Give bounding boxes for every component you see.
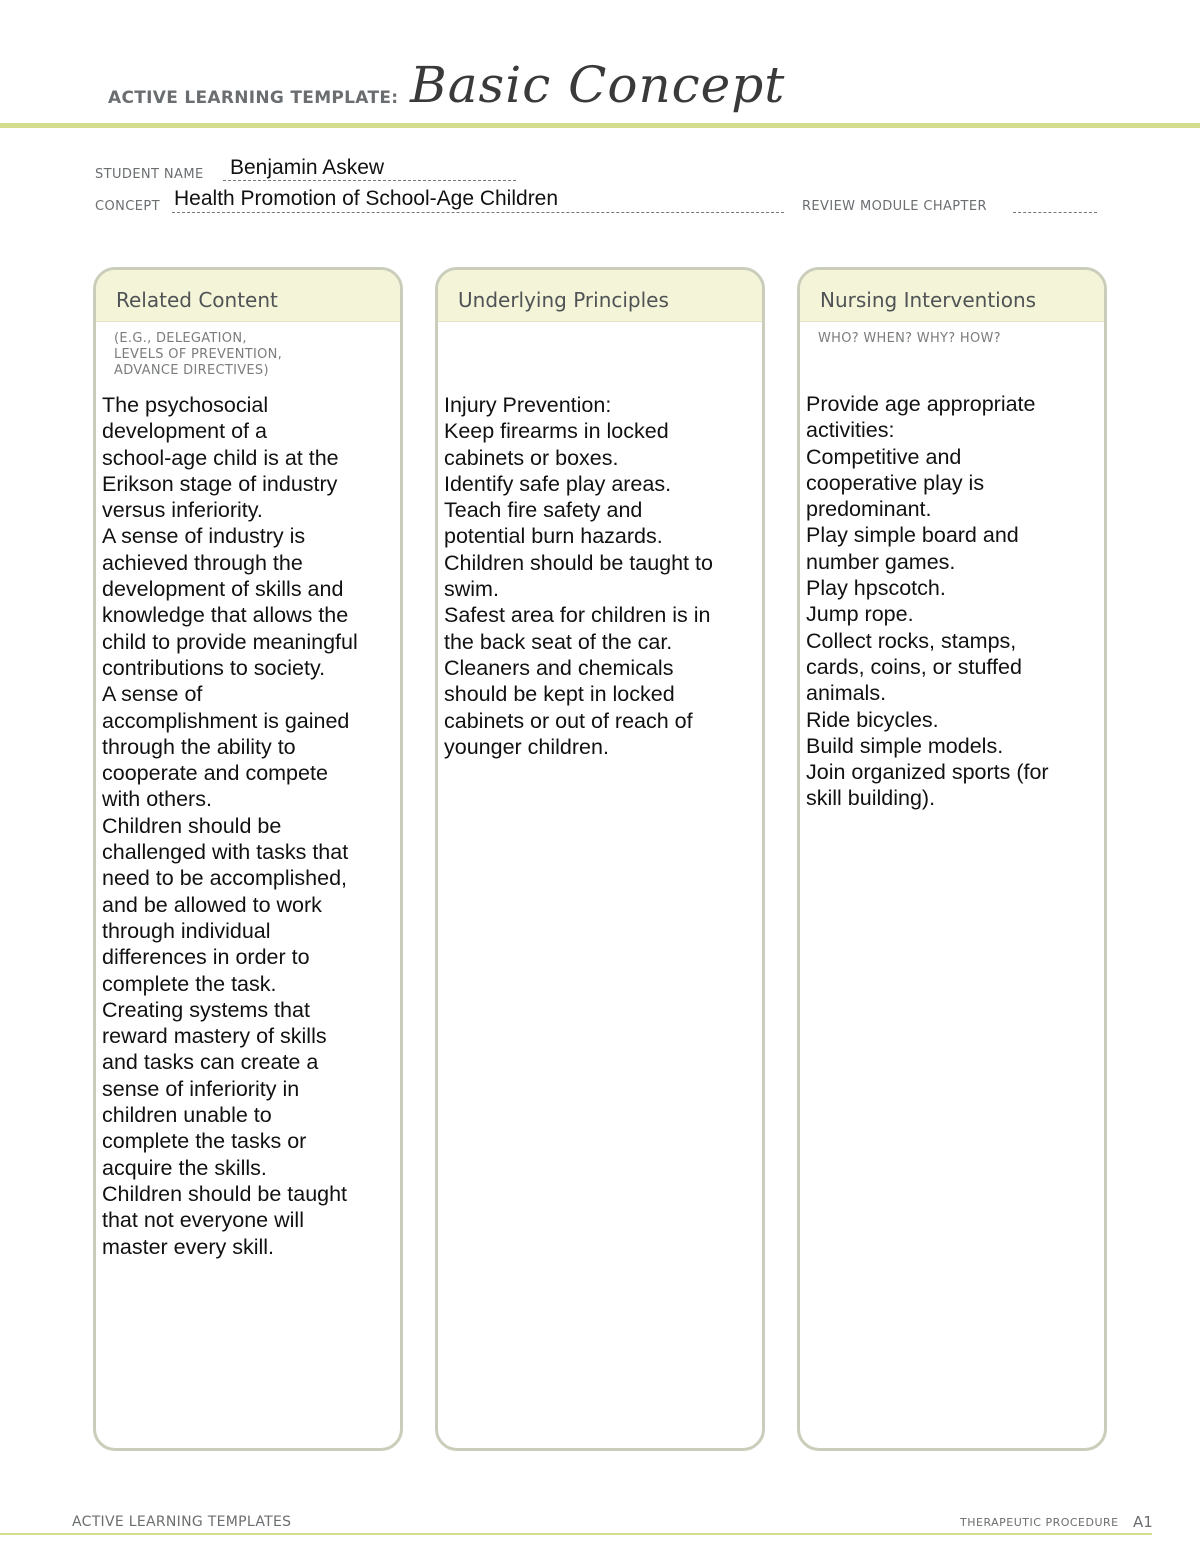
text-line: sense of inferiority in <box>102 1076 300 1101</box>
text-line: child to provide meaningful <box>102 629 358 654</box>
student-name-label: STUDENT NAME <box>95 167 204 182</box>
text-line: number games. <box>806 549 956 574</box>
text-line: that not everyone will <box>102 1208 304 1233</box>
concept-label: CONCEPT <box>95 199 160 214</box>
text-line: animals. <box>806 681 887 706</box>
text-line: cards, coins, or stuffed <box>806 654 1022 679</box>
footer-divider <box>0 1533 1152 1535</box>
header-divider <box>0 123 1200 128</box>
review-module-field[interactable] <box>1013 212 1097 213</box>
panel-nursing-interventions-subtitle: WHO? WHEN? WHY? HOW? <box>818 331 1001 346</box>
text-line: Play hpscotch. <box>806 576 946 601</box>
text-line: Erikson stage of industry <box>102 471 338 496</box>
footer-left-label: ACTIVE LEARNING TEMPLATES <box>72 1514 292 1530</box>
text-line: Collect rocks, stamps, <box>806 628 1017 653</box>
text-line: Competitive and <box>806 444 962 469</box>
text-line: skill building). <box>806 786 936 811</box>
text-line: Keep firearms in locked <box>444 419 669 444</box>
footer-right-label: THERAPEUTIC PROCEDURE <box>960 1516 1119 1529</box>
text-line: Identify safe play areas. <box>444 471 672 496</box>
concept-line <box>172 212 784 213</box>
text-line: predominant. <box>806 497 932 522</box>
text-line: Ride bicycles. <box>806 707 939 732</box>
text-line: cabinets or boxes. <box>444 445 619 470</box>
text-line: Safest area for children is in <box>444 603 711 628</box>
text-line: Injury Prevention: <box>444 393 612 417</box>
panel-nursing-interventions-body[interactable] <box>806 391 1049 812</box>
text-line: cooperate and compete <box>102 761 328 786</box>
text-line: and be allowed to work <box>102 892 322 917</box>
text-line: development of skills and <box>102 577 344 602</box>
template-label: ACTIVE LEARNING TEMPLATE: <box>108 88 399 108</box>
text-line: Creating systems that <box>102 997 310 1022</box>
panel-related-content-title: Related Content <box>96 270 400 322</box>
text-line: Jump rope. <box>806 602 914 627</box>
text-line: through the ability to <box>102 734 296 759</box>
text-line: school-age child is at the <box>102 445 339 470</box>
text-line: need to be accomplished, <box>102 866 348 891</box>
text-line: Teach fire safety and <box>444 498 643 523</box>
text-line: Join organized sports (for <box>806 760 1049 785</box>
text-line: challenged with tasks that <box>102 840 349 865</box>
concept-field[interactable]: Health Promotion of School-Age Children <box>174 187 559 210</box>
text-line: with others. <box>102 787 212 812</box>
panel-nursing-interventions-title: Nursing Interventions <box>800 270 1104 322</box>
review-module-label: REVIEW MODULE CHAPTER <box>802 199 987 214</box>
template-title: Basic Concept <box>410 56 786 114</box>
panel-related-content-body[interactable] <box>102 392 358 1260</box>
text-line: through individual <box>102 918 271 943</box>
text-line: Children should be taught <box>102 1181 348 1206</box>
panel-underlying-principles-body[interactable] <box>444 392 713 760</box>
text-line: activities: <box>806 418 895 443</box>
text-line: achieved through the <box>102 550 303 575</box>
text-line: reward mastery of skills <box>102 1024 327 1049</box>
text-line: contributions to society. <box>102 655 326 680</box>
footer-page-number: A1 <box>1133 1513 1153 1531</box>
text-line: acquire the skills. <box>102 1155 267 1180</box>
text-line: master every skill. <box>102 1234 275 1259</box>
text-line: Children should be taught to <box>444 550 713 575</box>
panel-underlying-principles-title: Underlying Principles <box>438 270 762 322</box>
text-line: Children should be <box>102 813 282 838</box>
text-line: complete the tasks or <box>102 1129 307 1154</box>
text-line: A sense of industry is <box>102 524 306 549</box>
text-line: cooperative play is <box>806 470 985 495</box>
text-line: differences in order to <box>102 945 310 970</box>
text-line: accomplishment is gained <box>102 708 350 733</box>
text-line: development of a <box>102 419 267 444</box>
text-line: children unable to <box>102 1103 272 1128</box>
panel-related-content-subtitle: (E.G., DELEGATION, LEVELS OF PREVENTION, ADVANCE DIRECTIVES) <box>114 331 283 378</box>
text-line: and tasks can create a <box>102 1050 319 1075</box>
panel-nursing-interventions <box>797 267 1107 1451</box>
text-line: knowledge that allows the <box>102 603 349 628</box>
text-line: should be kept in locked <box>444 682 675 707</box>
text-line: The psychosocial <box>102 393 269 417</box>
text-line: Provide age appropriate <box>806 392 1036 416</box>
student-name-line <box>223 180 516 181</box>
text-line: Play simple board and <box>806 523 1019 548</box>
text-line: A sense of <box>102 682 203 707</box>
student-name-field[interactable]: Benjamin Askew <box>230 156 385 179</box>
text-line: younger children. <box>444 734 609 759</box>
text-line: cabinets or out of reach of <box>444 708 693 733</box>
text-line: Cleaners and chemicals <box>444 655 674 680</box>
panel-underlying-principles <box>435 267 765 1451</box>
text-line: potential burn hazards. <box>444 524 663 549</box>
panel-related-content <box>93 267 403 1451</box>
text-line: Build simple models. <box>806 733 1004 758</box>
text-line: versus inferiority. <box>102 498 263 523</box>
text-line: the back seat of the car. <box>444 629 673 654</box>
text-line: swim. <box>444 577 499 602</box>
text-line: complete the task. <box>102 971 277 996</box>
